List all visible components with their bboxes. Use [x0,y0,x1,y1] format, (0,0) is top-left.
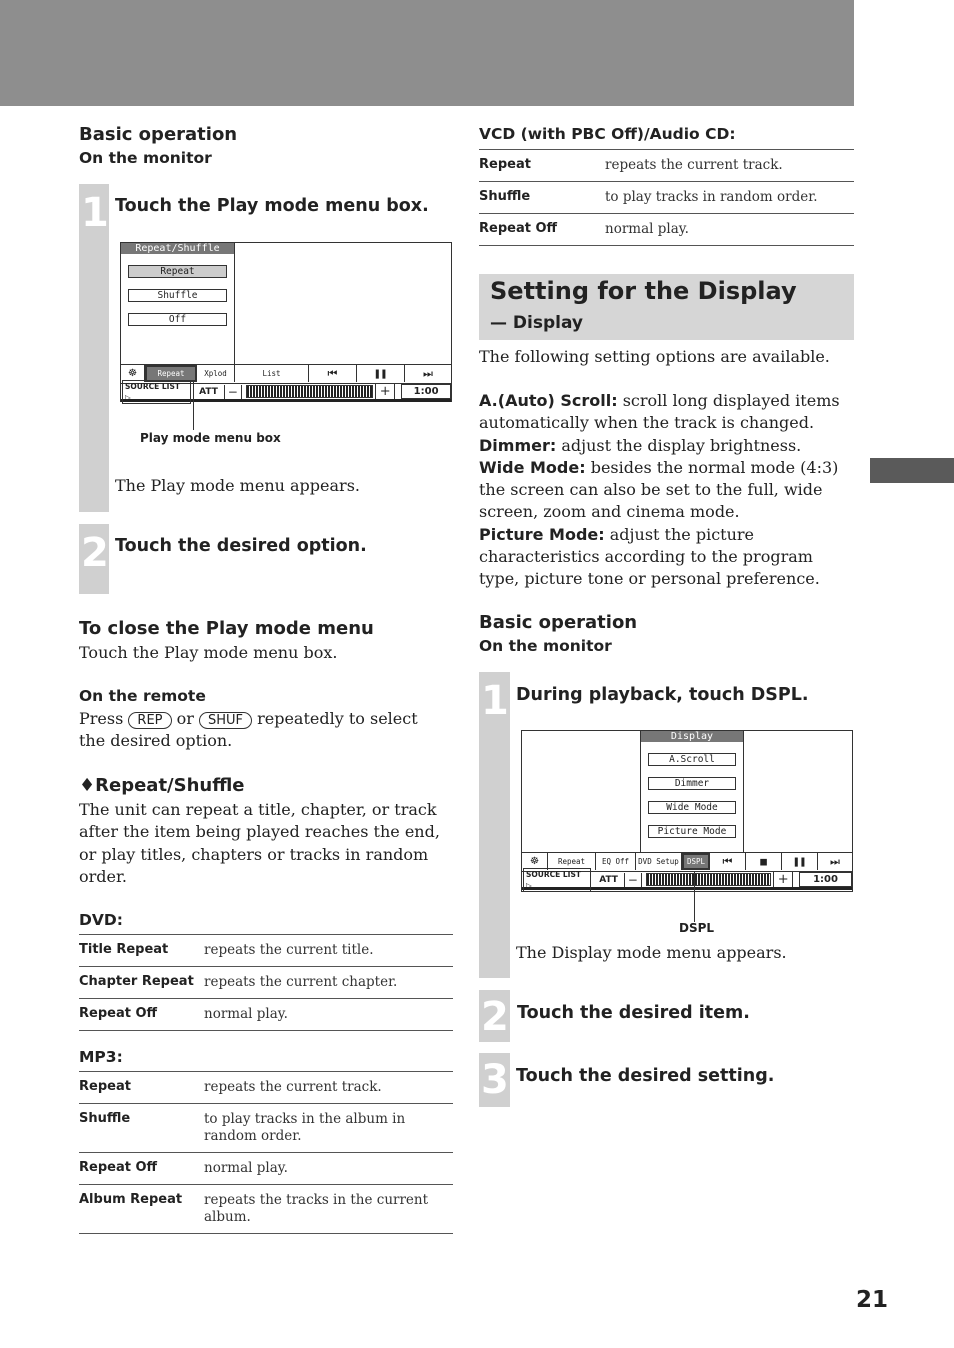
prev-track-icon[interactable]: ⏮ [710,853,746,870]
display-bottom-row [522,871,852,890]
right-step-1-title: During playback, touch DSPL. [516,685,809,705]
item-term: A.(Auto) Scroll: [479,391,618,410]
item-desc: scroll long displayed items automatically when the track is changed. [479,391,840,433]
right-step-3-number: 3 [481,1057,509,1103]
table-value: repeats the current title. [204,935,453,967]
table-key: Shuffle [79,1104,204,1153]
volume-down-icon[interactable]: − [224,385,242,399]
source-list-label: SOURCE LIST [526,869,581,879]
right-step-1-number: 1 [481,678,509,724]
table-value: repeats the current chapter. [204,967,453,999]
dspl-callout: DSPL [679,921,715,935]
display-menu-panel [640,731,744,853]
right-section-sub: On the monitor [479,637,612,655]
repeat-shuffle-text: The unit can repeat a title, chapter, or track after the item being played reaches the end, or play titles, chapters or tracks in random order. [79,800,440,886]
display-subtitle: — Display [490,313,584,333]
rep-key: REP [128,712,171,729]
section-tab [870,458,954,483]
next-track-icon[interactable]: ⏭ [423,366,433,380]
item-auto-scroll [479,390,855,435]
mp3-table [79,1071,453,1234]
step-2-title: Touch the desired option. [115,536,367,556]
att-button[interactable]: ATT [599,874,618,885]
dvd-label: DVD: [79,911,123,929]
callout-line [694,872,695,922]
callout-line [193,382,194,430]
repeat-button[interactable]: Repeat [548,853,596,870]
dvd-table [79,934,453,1031]
settings-icon[interactable]: ☸ [522,853,548,870]
volume-meter [246,385,373,398]
volume-meter [646,873,772,886]
table-key: Repeat [79,1072,204,1104]
right-step-2-title: Touch the desired item. [517,1003,750,1023]
menu-option-wide-mode[interactable]: Wide Mode [648,801,736,814]
vcd-table [479,149,854,246]
item-desc: adjust the display brightness. [561,435,802,455]
time-display: 1:00 [401,384,451,399]
table-row [79,999,453,1031]
menu-panel [121,243,235,365]
volume-up-icon[interactable]: + [773,872,793,887]
menu-option-shuffle[interactable]: Shuffle [128,289,227,302]
item-wide-mode [479,457,855,524]
table-value: normal play. [204,1153,453,1185]
remote-title: On the remote [79,687,206,705]
display-menu-title: Display [641,731,743,742]
item-picture-mode [479,524,855,591]
play-mode-screen [120,242,452,402]
close-text: Touch the Play mode menu box. [79,643,338,662]
right-step-1-caption: The Display mode menu appears. [516,943,787,962]
display-mode-screen [521,730,853,892]
table-row [79,967,453,999]
table-value: repeats the current track. [204,1072,453,1104]
menu-option-dimmer[interactable]: Dimmer [648,777,736,790]
item-desc: adjust the picture characteristics according to the program type, picture tone or personal preference. [479,524,820,589]
remote-press: Press [79,709,124,728]
settings-icon[interactable]: ☸ [121,365,145,382]
right-step-3-title: Touch the desired setting. [516,1066,775,1086]
att-button[interactable]: ATT [199,386,218,397]
play-mode-menu-box[interactable]: Repeat [145,365,197,382]
step-1-caption: The Play mode menu appears. [115,476,360,495]
bottom-row [121,383,451,402]
table-value: repeats the tracks in the current album. [204,1185,453,1234]
volume-down-icon[interactable]: − [624,873,642,887]
table-key: Title Repeat [79,935,204,967]
table-row [479,214,854,246]
left-section-sub: On the monitor [79,149,212,167]
list-button[interactable]: List [235,365,309,382]
item-dimmer [479,435,855,457]
table-row [79,935,453,967]
table-key: Repeat Off [479,214,605,246]
mp3-label: MP3: [79,1048,123,1066]
right-section-title: Basic operation [479,612,638,633]
shuf-key: SHUF [199,712,252,729]
table-key: Repeat [479,150,605,182]
item-term: Dimmer: [479,435,557,455]
remote-rest-1: repeatedly to select [257,709,418,728]
table-row [79,1104,453,1153]
remote-text [79,708,454,753]
play-mode-callout: Play mode menu box [140,431,281,445]
step-1-title: Touch the Play mode menu box. [115,196,429,216]
item-term: Wide Mode: [479,457,586,477]
table-key: Chapter Repeat [79,967,204,999]
display-title: Setting for the Display [490,277,797,305]
left-section-title: Basic operation [79,124,238,145]
prev-track-icon[interactable]: ⏮ [309,365,357,382]
dvd-setup-button[interactable]: DVD Setup [636,853,682,870]
remote-or: or [176,709,194,728]
source-list-button[interactable]: SOURCE LIST ▷ [122,380,191,404]
dspl-button[interactable]: DSPL [682,853,710,870]
source-list-label: SOURCE LIST [125,381,180,391]
stop-icon[interactable]: ■ [746,853,782,870]
page-number: 21 [856,1287,889,1313]
table-row [479,150,854,182]
menu-title: Repeat/Shuffle [121,243,234,254]
time-display: 1:00 [799,872,852,887]
header-band [0,0,854,106]
table-value: normal play. [605,214,854,246]
xplod-button[interactable]: Xplod [197,365,235,382]
step-2-number: 2 [81,530,109,576]
table-key: Repeat Off [79,999,204,1031]
menu-option-picture-mode[interactable]: Picture Mode [648,825,736,838]
vcd-label: VCD (with PBC Off)/Audio CD: [479,125,736,143]
table-value: repeats the current track. [605,150,854,182]
display-intro: The following setting options are available. [479,347,830,366]
step-1-number: 1 [81,190,109,236]
volume-up-icon[interactable]: + [375,384,395,399]
repeat-shuffle-title: Repeat/Shuffle [95,775,245,796]
table-row [479,182,854,214]
remote-rest-2: the desired option. [79,731,233,751]
table-value: to play tracks in the album in random order. [204,1104,453,1153]
item-desc: besides the normal mode (4:3) the screen can also be set to the full, wide screen, zoom and cinema mode. [479,457,839,522]
pause-icon[interactable]: ❚❚ [357,365,405,382]
table-key: Repeat Off [79,1153,204,1185]
pause-icon[interactable]: ❚❚ [782,853,818,870]
table-key: Shuffle [479,182,605,214]
diamond-icon: ♦ [79,775,96,796]
table-row [79,1072,453,1104]
close-title: To close the Play mode menu [79,618,374,639]
item-term: Picture Mode: [479,524,605,544]
menu-option-repeat[interactable]: Repeat [128,265,227,278]
table-row [79,1185,453,1234]
next-track-icon[interactable]: ⏭ [830,854,840,868]
right-step-2-number: 2 [481,994,509,1040]
table-key: Album Repeat [79,1185,204,1234]
table-value: to play tracks in random order. [605,182,854,214]
display-items [479,390,855,591]
eq-off-button[interactable]: EQ Off [596,853,636,870]
menu-option-a-scroll[interactable]: A.Scroll [648,753,736,766]
repeat-shuffle-heading [79,775,245,796]
menu-option-off[interactable]: Off [128,313,227,326]
table-row [79,1153,453,1185]
source-list-button[interactable]: SOURCE LIST ▷ [523,868,591,892]
table-value: normal play. [204,999,453,1031]
